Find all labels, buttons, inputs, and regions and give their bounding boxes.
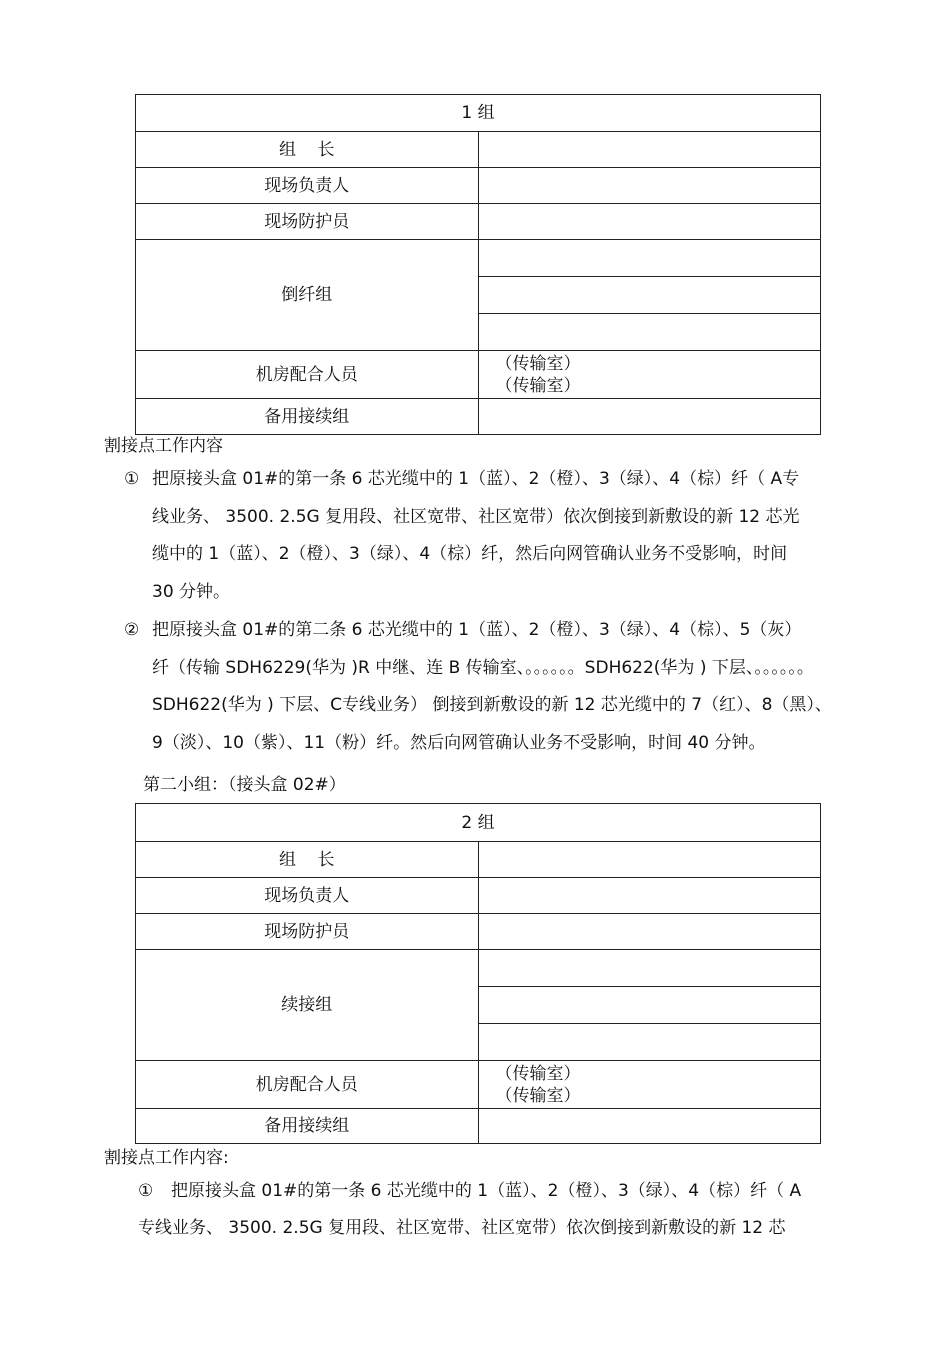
item-line: 线业务、 3500. 2.5G 复用段、社区宽带、社区宽带）依次倒接到新敷设的新 12 芯光 (152, 506, 800, 527)
group2-room-staff-line-1: （传输室） (495, 1064, 581, 1084)
item-line: 把原接头盒 01#的第一条 6 芯光缆中的 1（蓝）、2（橙）、3（绿）、4（棕）纤（ A (171, 1181, 802, 1201)
item-marker: ① (124, 469, 140, 489)
item-line: 缆中的 1（蓝）、2（橙）、3（绿）、4（棕）纤，然后向网管确认业务不受影响，时间 (152, 544, 788, 564)
item-line: 专线业务、 3500. 2.5G 复用段、社区宽带、社区宽带）依次倒接到新敷设的新 12 芯 (138, 1218, 786, 1238)
item-line: 30 分钟。 (152, 581, 231, 602)
group1-table (135, 94, 821, 435)
group2-room-staff-line-2: （传输室） (495, 1086, 581, 1106)
group1-work-team-value-3[interactable] (478, 314, 821, 351)
group1-work-team-value-1[interactable] (478, 240, 821, 277)
group1-site-guard-label: 现场防护员 (136, 204, 479, 240)
group1-backup-team-value[interactable] (478, 399, 821, 435)
group1-room-staff-line-2: （传输室） (495, 376, 581, 396)
group1-leader-value[interactable] (478, 132, 821, 168)
group1-work-team-label: 倒纤组 (136, 240, 479, 351)
group2-leader-value[interactable] (478, 842, 821, 878)
group1-backup-team-label: 备用接续组 (136, 399, 479, 435)
group1-room-staff-value[interactable] (478, 351, 821, 399)
section1-heading: 割接点工作内容 (104, 436, 223, 456)
subgroup2-heading: 第二小组：（接头盒 02#） (143, 775, 346, 795)
group1-title: 1 组 (136, 95, 821, 132)
group2-work-team-label: 续接组 (136, 950, 479, 1061)
group2-work-team-value-2[interactable] (478, 987, 821, 1024)
item-line: 纤（传输 SDH6229(华为 )R 中继、连 B 传输室、。。。。。。SDH622(华为 ) 下层、。。。。。。 (152, 657, 814, 678)
group2-room-staff-value[interactable] (478, 1061, 821, 1109)
group2-work-team-value-3[interactable] (478, 1024, 821, 1061)
group2-backup-team-value[interactable] (478, 1109, 821, 1144)
group2-table (135, 803, 821, 1144)
group1-site-manager-label: 现场负责人 (136, 168, 479, 204)
group1-site-manager-value[interactable] (478, 168, 821, 204)
item-line: 把原接头盒 01#的第二条 6 芯光缆中的 1（蓝）、2（橙）、3（绿）、4（棕）、5（灰） (152, 620, 802, 640)
group2-work-team-value-1[interactable] (478, 950, 821, 987)
group2-site-guard-label: 现场防护员 (136, 914, 479, 950)
item-marker: ② (124, 620, 140, 640)
item-line: 9（淡）、10（紫）、11（粉）纤。然后向网管确认业务不受影响，时间 40 分钟。 (152, 732, 766, 753)
item-line: 把原接头盒 01#的第一条 6 芯光缆中的 1（蓝）、2（橙）、3（绿）、4（棕）纤（ A专 (152, 469, 800, 489)
group2-site-manager-label: 现场负责人 (136, 878, 479, 914)
item-line: SDH622(华为 ) 下层、C专线业务） 倒接到新敷设的新 12 芯光缆中的 7（红）、8（黑）、 (152, 695, 832, 715)
group2-leader-label: 组 长 (136, 842, 479, 878)
group2-backup-team-label: 备用接续组 (136, 1109, 479, 1144)
section2-heading: 割接点工作内容: (104, 1148, 229, 1168)
group1-room-staff-line-1: （传输室） (495, 354, 581, 374)
group1-site-guard-value[interactable] (478, 204, 821, 240)
group1-room-staff-label: 机房配合人员 (136, 351, 479, 399)
group2-site-guard-value[interactable] (478, 914, 821, 950)
item-marker: ① (138, 1181, 154, 1201)
group1-work-team-value-2[interactable] (478, 277, 821, 314)
group2-room-staff-label: 机房配合人员 (136, 1061, 479, 1109)
group2-title: 2 组 (136, 804, 821, 842)
group2-site-manager-value[interactable] (478, 878, 821, 914)
group1-leader-label: 组 长 (136, 132, 479, 168)
